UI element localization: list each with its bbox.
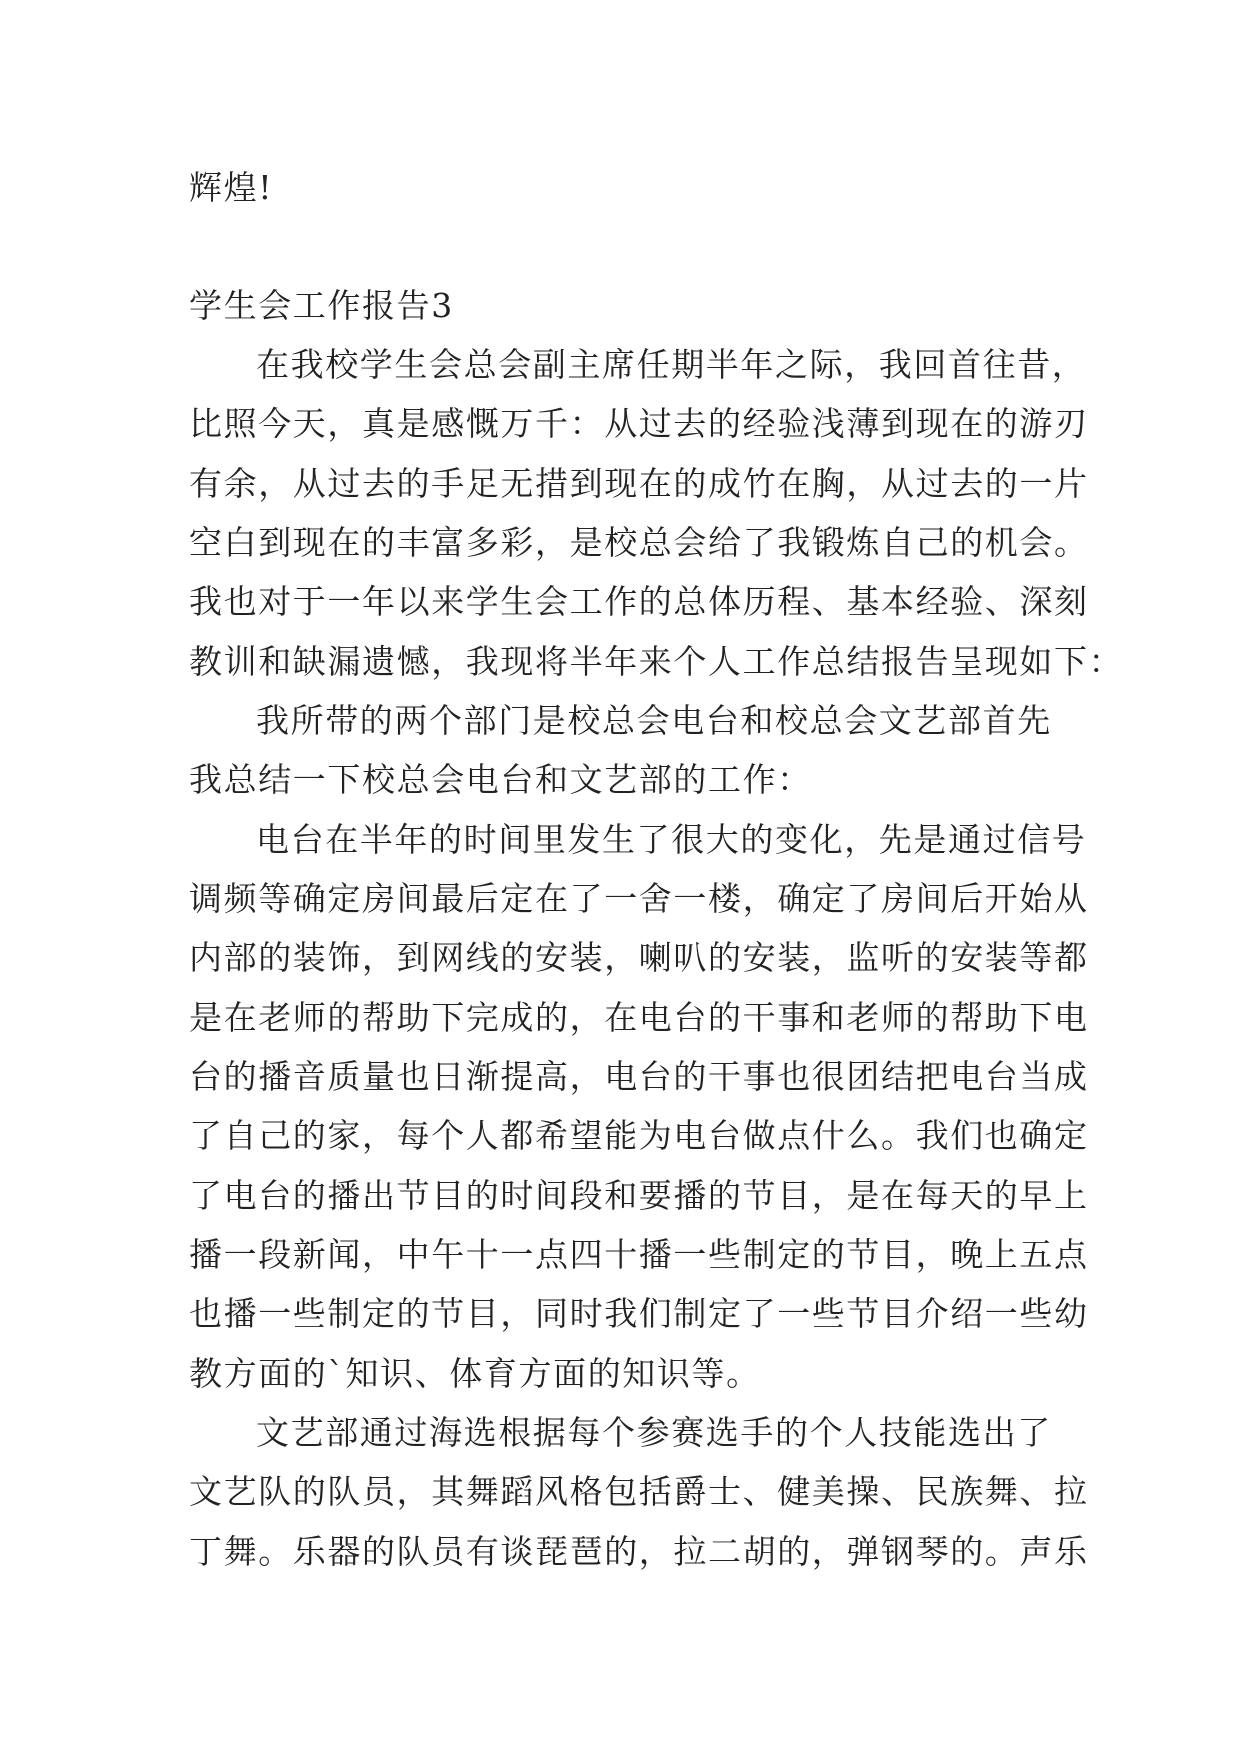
paragraph-line: 空白到现在的丰富多彩，是校总会给了我锻炼自己的机会。 — [189, 523, 1089, 562]
paragraph-line: 播一段新闻，中午十一点四十播一些制定的节目，晚上五点 — [189, 1235, 1089, 1274]
paragraph-line: 在我校学生会总会副主席任期半年之际，我回首往昔， — [256, 345, 1087, 384]
paragraph-line: 了电台的播出节目的时间段和要播的节目，是在每天的早上 — [189, 1176, 1089, 1215]
section-heading: 学生会工作报告3 — [189, 286, 454, 325]
paragraph-line: 内部的装饰，到网线的安装，喇叭的安装，监听的安装等都 — [189, 938, 1089, 977]
paragraph-line: 文艺部通过海选根据每个参赛选手的个人技能选出了 — [256, 1413, 1052, 1452]
paragraph-line: 有余，从过去的手足无措到现在的成竹在胸，从过去的一片 — [189, 464, 1089, 503]
paragraph-line: 文艺队的队员，其舞蹈风格包括爵士、健美操、民族舞、拉 — [189, 1472, 1089, 1511]
paragraph-line: 教训和缺漏遗憾，我现将半年来个人工作总结报告呈现如下： — [189, 642, 1124, 681]
paragraph-line: 是在老师的帮助下完成的，在电台的干事和老师的帮助下电 — [189, 998, 1089, 1037]
paragraph-line: 了自己的家，每个人都希望能为电台做点什么。我们也确定 — [189, 1116, 1089, 1155]
paragraph-line: 调频等确定房间最后定在了一舍一楼，确定了房间后开始从 — [189, 879, 1089, 918]
text-line-prev-ending: 辉煌! — [189, 168, 274, 207]
paragraph-line: 比照今天，真是感慨万千：从过去的经验浅薄到现在的游刃 — [189, 404, 1089, 443]
paragraph-line: 我也对于一年以来学生会工作的总体历程、基本经验、深刻 — [189, 582, 1089, 621]
paragraph-line: 教方面的`知识、体育方面的知识等。 — [189, 1354, 761, 1393]
paragraph-line: 丁舞。乐器的队员有谈琵琶的，拉二胡的，弹钢琴的。声乐 — [189, 1532, 1089, 1571]
paragraph-line: 电台在半年的时间里发生了很大的变化，先是通过信号 — [256, 820, 1087, 859]
paragraph-line: 也播一些制定的节目，同时我们制定了一些节目介绍一些幼 — [189, 1294, 1089, 1333]
paragraph-line: 我总结一下校总会电台和文艺部的工作： — [189, 760, 812, 799]
paragraph-line: 台的播音质量也日渐提高，电台的干事也很团结把电台当成 — [189, 1057, 1089, 1096]
paragraph-line: 我所带的两个部门是校总会电台和校总会文艺部首先 — [256, 701, 1052, 740]
